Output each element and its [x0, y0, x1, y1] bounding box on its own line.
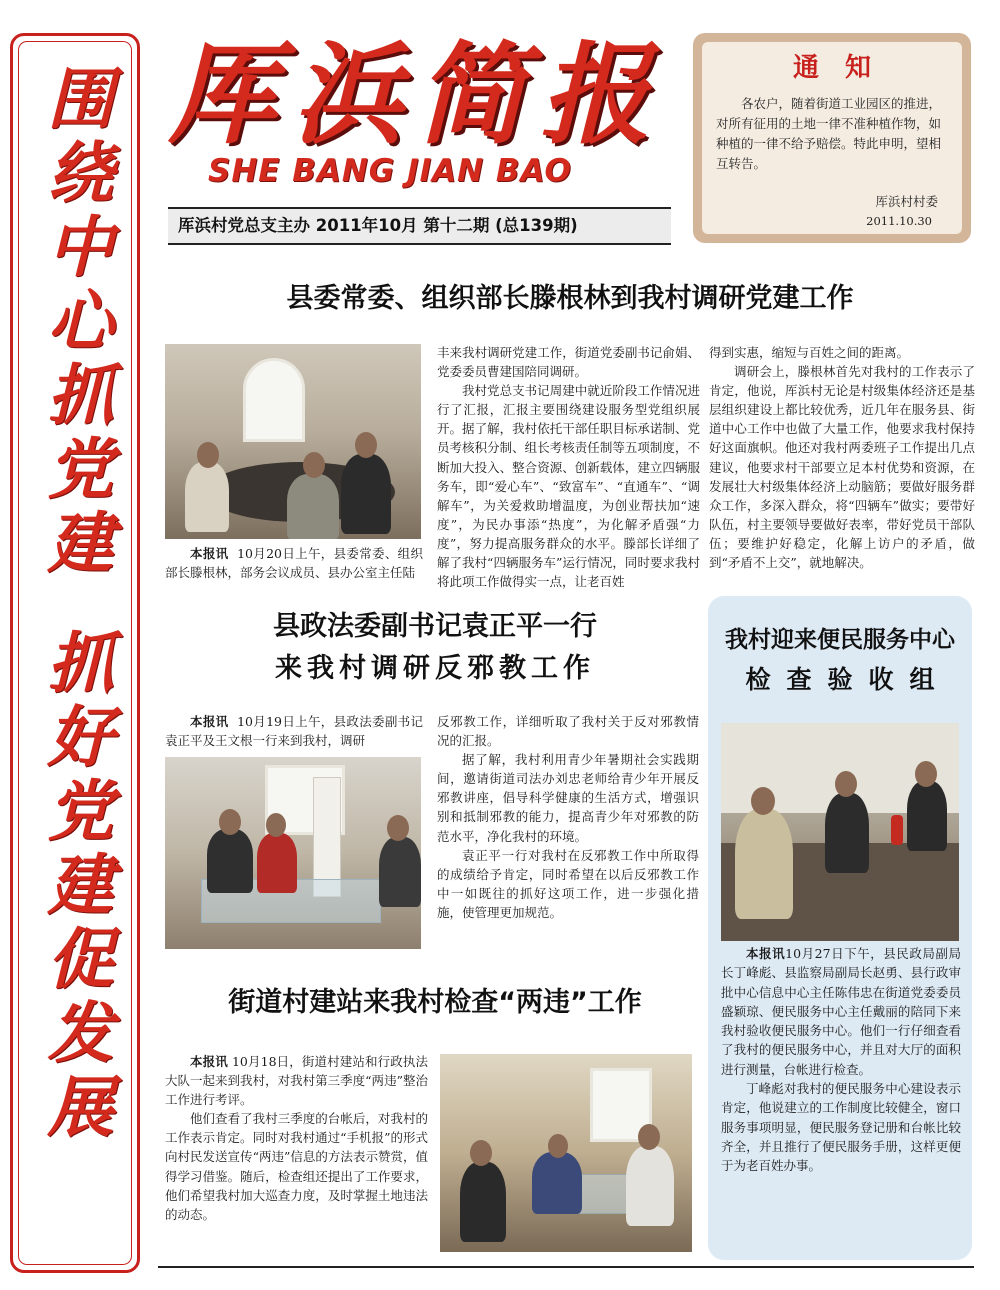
lead-tag: 本报讯 — [190, 1054, 228, 1069]
article4-photo — [721, 723, 959, 941]
bottom-rule — [158, 1266, 974, 1268]
article1-headline: 县委常委、组织部长滕根林到我村调研党建工作 — [286, 283, 854, 314]
article1-caption — [165, 544, 423, 582]
paragraph: 调研会上，滕根林首先对我村的工作表示了肯定，他说，厍浜村无论是村级集体经济还是基层组织建设上都比较优秀，近几年在服务县、街道中心工作中也做了大量工作，他要求我村保持好这面旗帜。他还对我村两委班子工作提出几点建议，他要求村干部要立足本村优势和资源，在发展壮大村级集体经济上动脑筋；要做好服务群众工作，多深入群众，将“四辆车”做实；要带好队伍，村主要领导要做好表率，带好党员干部队伍；要维护好稳定，化解上访户的矛盾，做到“矛盾不上交”，就地解决。 — [709, 364, 975, 571]
article2-column-2 — [437, 712, 699, 922]
paragraph: 他们查看了我村三季度的台帐后，对我村的工作表示肯定。同时对我村通过“手机报”的形式向村民发送宣传“两违”信息的方法表示赞赏，值得学习借鉴。随后，检查组还提出了工作要求，他们希望我村加大巡查力度，及时掌握土地违法的动态。 — [165, 1111, 428, 1222]
caption-text: 10月20日上午，县委常委、组织部长滕根林，部务会议成员、县办公室主任陆 — [165, 546, 424, 581]
person-head-shape — [387, 815, 409, 841]
notice-box — [693, 33, 971, 243]
person-head-shape — [470, 1140, 492, 1166]
masthead-pinyin: SHE BANG JIAN BAO — [208, 153, 572, 189]
notice-title: 通知 — [792, 53, 897, 83]
paragraph: 丰来我村调研党建工作，街道党委副书记俞娟、党委委员曹建国陪同调研。 — [437, 345, 700, 380]
article4-body — [721, 944, 961, 1176]
person-shape — [341, 454, 391, 534]
article3-headline: 街道村建站来我村检查“两违”工作 — [228, 987, 642, 1018]
person-head-shape — [835, 771, 857, 797]
person-shape — [207, 829, 253, 893]
lead-tag: 本报讯 — [746, 946, 786, 961]
article1-column-2 — [437, 343, 700, 591]
article3-body — [165, 1052, 428, 1224]
person-head-shape — [303, 452, 325, 478]
person-head-shape — [355, 432, 377, 458]
article2-column-1 — [165, 712, 423, 750]
article1-photo — [165, 344, 421, 539]
article2-headline-line1: 县政法委副书记袁正平一行 — [273, 611, 597, 642]
person-shape — [532, 1152, 582, 1214]
person-head-shape — [548, 1134, 568, 1158]
masthead-title: 厍浜简报 — [168, 30, 664, 159]
paragraph: 丁峰彪对我村的便民服务中心建设表示肯定，他说建立的工作制度比较健全，窗口服务事项明显，便民服务登记册和台帐比较齐全，并且推行了便民服务手册，这样更便于为老百姓办事。 — [721, 1081, 961, 1174]
paragraph: 10月18日，街道村建站和行政执法大队一起来到我村，对我村第三季度“两违”整治工作进行考评。 — [165, 1054, 428, 1108]
issue-line: 厍浜村党总支主办 2011年10月 第十二期 (总139期) — [168, 207, 671, 245]
person-head-shape — [751, 787, 775, 815]
person-shape — [460, 1162, 506, 1242]
paragraph: 据了解，我村利用青少年暑期社会实践期间，邀请街道司法办刘忠老师给青少年开展反邪教讲座，倡导科学健康的生活方式，增强识别和抵制邪教的能力，提高青少年对邪教的防范水平，净化我村的环境。 — [437, 752, 699, 844]
notice-paper — [702, 42, 962, 234]
paragraph: 10月27日下午，县民政局副局长丁峰彪、县监察局副局长赵勇、县行政审批中心信息中心主任陈伟忠在街道党委委员盛颖琼、便民服务中心主任戴丽的陪同下来我村验收便民服务中心。他们一行仔细查看了我村的便民服务中心，并且对大厅的面积进行测量，台帐进行检查。 — [721, 946, 961, 1077]
paragraph: 10月19日上午，县政法委副书记袁正平及王文根一行来到我村，调研 — [165, 714, 424, 749]
article3-photo — [440, 1054, 692, 1252]
person-shape — [287, 474, 339, 539]
slogan-line-2: 抓好党建促发展 — [36, 628, 114, 1146]
lead-tag: 本报讯 — [190, 546, 229, 561]
person-shape — [907, 781, 947, 851]
slogan-banner-inner — [18, 41, 132, 1265]
notice-signer: 厍浜村村委 — [875, 194, 938, 209]
person-shape — [185, 462, 229, 532]
article2-photo — [165, 757, 421, 949]
person-head-shape — [219, 809, 241, 835]
paragraph: 得到实惠，缩短与百姓之间的距离。 — [709, 345, 910, 360]
thermos-shape — [891, 815, 903, 845]
person-shape — [825, 793, 869, 873]
person-shape — [257, 833, 297, 893]
article4-headline-line2: 检查验收组 — [745, 665, 951, 694]
paragraph: 反邪教工作，详细听取了我村关于反对邪教情况的汇报。 — [437, 714, 699, 749]
person-head-shape — [638, 1124, 660, 1150]
notice-body: 各农户，随着街道工业园区的推进，对所有征用的土地一律不准种植作物，如种植的一律不给予赔偿。特此申明，望相互转告。 — [716, 96, 942, 171]
person-shape — [379, 837, 421, 907]
article4-headline-line1: 我村迎来便民服务中心 — [725, 627, 955, 653]
notice-date: 2011.10.30 — [866, 214, 932, 228]
paragraph: 我村党总支书记周建中就近阶段工作情况进行了汇报，汇报主要围绕建设服务型党组织展开。据了解，我村依托干部任职目标承诺制、党员考核积分制、组长考核责任制等五项制度，不断加大投入、整合资源、创新载体，建立四辆服务车，即“爱心车”、“致富车”、“直通车”、“调解车”，为关爱救助增温度，为创业帮扶加“速度”，为民办事添“热度”，为化解矛盾强“力度”，努力提高服务群众的水平。滕部长详细了解了我村“四辆服务车”运行情况，同时要求我村将此项工作做得实一点，让老百姓 — [437, 383, 700, 590]
window-shape — [243, 358, 305, 442]
person-head-shape — [266, 813, 286, 837]
article1-column-3 — [709, 343, 975, 572]
person-shape — [626, 1146, 674, 1226]
slogan-banner — [10, 33, 140, 1273]
lead-tag: 本报讯 — [190, 714, 229, 729]
person-head-shape — [197, 442, 219, 468]
slogan-line-1: 围绕中心抓党建 — [36, 64, 114, 582]
person-shape — [735, 809, 793, 919]
article2-headline-line2: 来我村调研反邪教工作 — [275, 653, 595, 684]
paragraph: 袁正平一行对我村在反邪教工作中所取得的成绩给予肯定，同时希望在以后反邪教工作中一如既往的抓好这项工作，进一步强化措施，使管理更加规范。 — [437, 847, 699, 920]
person-head-shape — [915, 761, 937, 787]
